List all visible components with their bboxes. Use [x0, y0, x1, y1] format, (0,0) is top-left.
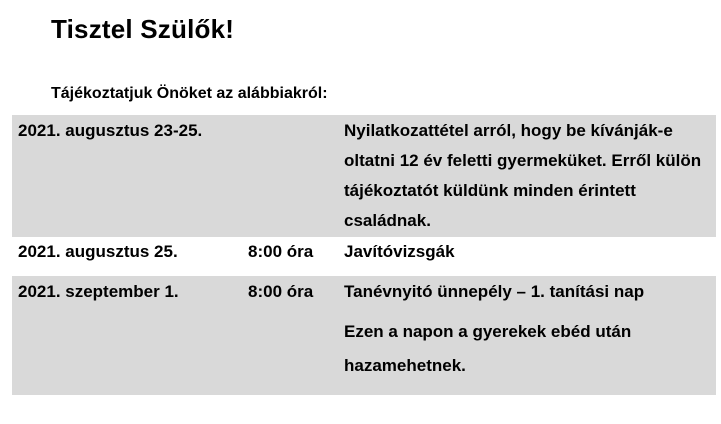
intro-text: Tájékoztatjuk Önöket az alábbiakról:	[51, 85, 328, 102]
event-row	[12, 237, 716, 267]
event-description: Nyilatkozattétel arról, hogy be kívánják-e oltatni 12 év feletti gyermeküket. Erről külön tájékoztatót küldünk minden érintett családnak.	[344, 121, 702, 230]
event-description: Tanévnyitó ünnepély – 1. tanítási nap	[344, 282, 645, 301]
page-title: Tisztel Szülők!	[51, 14, 235, 44]
event-date: 2021. augusztus 25.	[18, 242, 178, 261]
event-date: 2021. augusztus 23-25.	[18, 121, 203, 140]
event-row	[12, 276, 716, 395]
event-time: 8:00 óra	[248, 242, 314, 261]
event-description: Javítóvizsgák	[344, 242, 455, 261]
event-date: 2021. szeptember 1.	[18, 282, 179, 301]
event-note: Ezen a napon a gyerekek ebéd után hazamehetnek.	[344, 322, 632, 375]
event-row	[12, 115, 716, 237]
event-time: 8:00 óra	[248, 282, 314, 301]
